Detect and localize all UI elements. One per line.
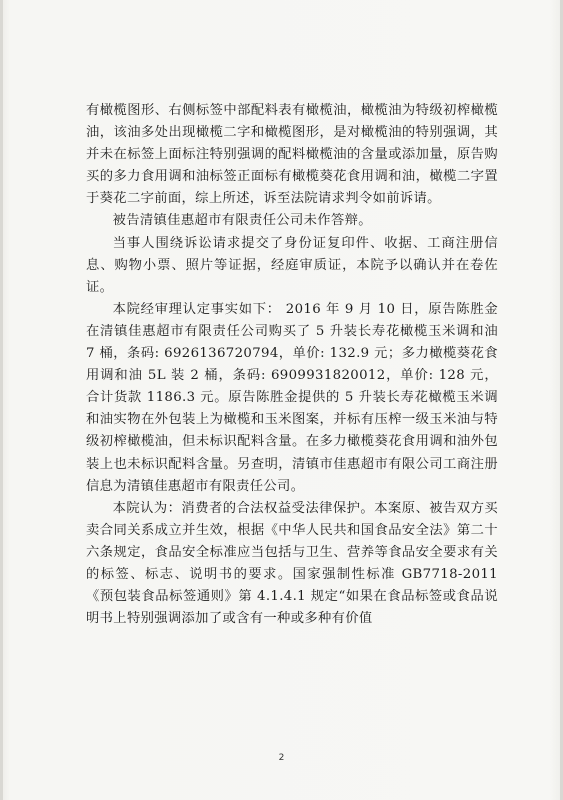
page-number: 2 [278, 753, 285, 763]
paragraph-plaintiff-claim-continued: 有橄榄图形、右侧标签中部配料表有橄榄油，橄榄油为特级初榨橄榄油，该油多处出现橄榄二字和橄榄图形，是对橄榄油的特别强调，其并未在标签上面标注特别强调的配料橄榄油的含量或添加量，原告购买的多力食用调和油标签正面标有橄榄葵花食用调和油，橄榄二字置于葵花二字前面，综上所述，诉至法院请求判令如前诉请。 [86, 103, 498, 207]
paragraph-evidence: 当事人围绕诉讼请求提交了身份证复印件、收据、工商注册信息、购物小票、照片等证据，经庭审质证，本院予以确认并在卷佐证。 [86, 235, 498, 295]
paragraph-court-opinion: 本院认为：消费者的合法权益受法律保护。本案原、被告双方买卖合同关系成立并生效，根据《中华人民共和国食品安全法》第二十六条规定，食品安全标准应当包括与卫生、营养等食品安全要求有关的标签、标志、说明书的要求。国家强制性标准 GB7718-2011《预包装食品标签通则》第 4.1.4.1 规定“如果在食品标签或食品说明书上特别强调添加了或含有一种或多种有价值 [86, 500, 498, 627]
document-body [86, 100, 498, 630]
scan-edge-left [0, 0, 3, 800]
paragraph-defendant-no-reply: 被告清镇佳惠超市有限责任公司未作答辩。 [112, 213, 372, 229]
paragraph-facts-found: 本院经审理认定事实如下： 2016 年 9 月 10 日，原告陈胜金在清镇佳惠超市有限责任公司购买了 5 升装长寿花橄榄玉米调和油 7 桶，条码: 6926136720794，单价: 132.9 元；多力橄榄葵花食用调和油 5L 装 2 桶，条码: 6909931820012，单价: 128 元，合计货款 1186.3 元。原告陈胜金提供的 5 升装长寿花橄榄玉米调和油实物在外包装上为橄榄和玉米图案，并标有压榨一级玉米油与特级初榨橄榄油，但未标识配料含量。在多力橄榄葵花食用调和油外包装上也未标识配料含量。另查明，清镇市佳惠超市有限公司工商注册信息为清镇佳惠超市有限责任公司。 [86, 301, 498, 494]
